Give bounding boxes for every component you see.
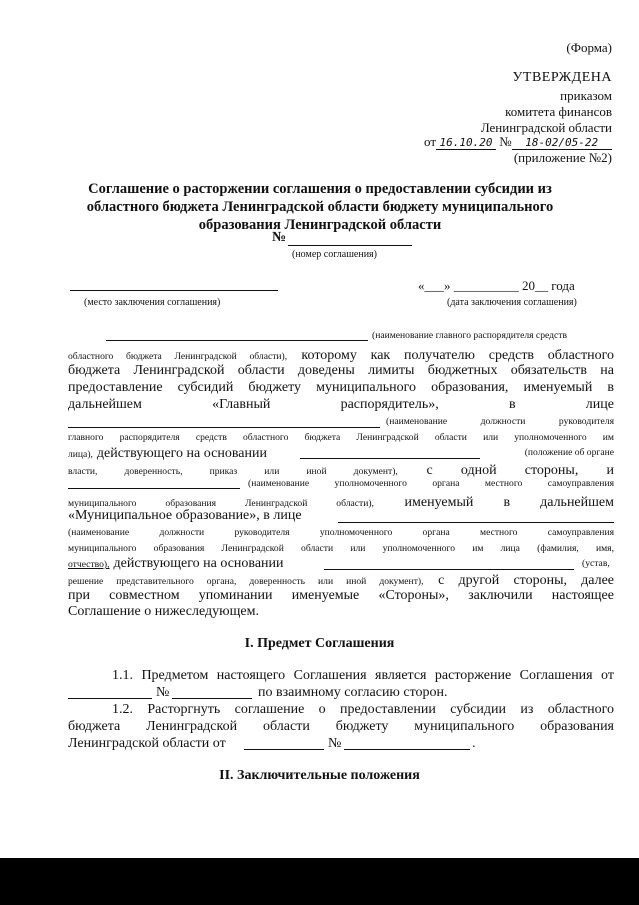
body-line-9: власти, доверенность, приказ или иной документ), с одной стороны, и [68,463,614,478]
body-line-5: дальнейшем «Главный распорядитель», в лице [68,397,614,412]
date-blank: «___» __________ 20__ года [418,278,575,293]
clause-1-2-end: . [472,736,476,751]
place-line [70,290,278,291]
body-line-2: областного бюджета Ленинградской области), которому как получателю средств областного [68,348,614,363]
clause-1-1-date-line [68,698,152,699]
title-line-3: образования Ленинградской области [198,217,442,233]
body-line-11: муниципального образования Ленинградской области), именуемый в дальнейшем [68,495,614,510]
body-line-12: «Муниципальное образование», в лице [68,508,302,523]
body-line-10: (наименование уполномоченного органа местного самоуправления [248,478,614,489]
document-title [60,180,580,234]
agreement-number-line [288,245,412,246]
body-line-1: (наименование главного распорядителя средств [372,330,567,341]
blank-line-2 [68,427,380,428]
body-line-16: решение представительного органа, доверенность или иной документ), с другой стороны, далее [68,573,614,588]
committee-label: комитета финансов [505,104,612,119]
body-line-15-b: (устав, [582,558,610,569]
section-1-heading: I. Предмет Соглашения [244,636,395,651]
title-line-1: Соглашение о расторжении соглашения о предоставлении субсидии из [88,181,552,197]
body-line-18: Соглашение о нижеследующем. [68,604,259,619]
title-line-2: областного бюджета Ленинградской области бюджету муниципального [86,199,554,215]
order-date-handwritten: 16.10.20 [436,136,496,150]
clause-1-2-number-line [344,749,470,750]
clause-1-1-line-2: по взаимному согласию сторон. [258,685,448,700]
blank-line-1 [106,340,368,341]
order-number-sign: № [499,134,512,149]
approved-label: УТВЕРЖДЕНА [512,70,612,85]
body-line-4: предоставление субсидий бюджету муниципального образования, именуемый в [68,380,614,395]
clause-1-2-line-3: Ленинградской области от [68,736,226,751]
clause-1-1-number-sign: № [156,685,170,700]
order-number-handwritten: 18-02/05-22 [512,136,612,150]
order-date-row [424,134,612,150]
date-prefix: от [424,134,437,149]
place-caption: (место заключения соглашения) [84,297,221,308]
blank-line-6 [324,569,574,570]
blank-line-5 [338,522,614,523]
body-line-17: при совместном упоминании именуемые «Стороны», заключили настоящее [68,588,614,603]
body-line-6: (наименование должности руководителя [386,416,614,427]
clause-1-2-date-line [244,749,324,750]
clause-1-2-line-2: бюджета Ленинградской области бюджету муниципального образования [68,719,614,734]
clause-1-2-number-sign: № [328,736,342,751]
clause-1-1-line-1: 1.1. Предметом настоящего Соглашения является расторжение Соглашения от [112,668,614,683]
clause-1-2-line-1: 1.2. Расторгнуть соглашение о предоставлении субсидии из областного [112,702,614,717]
region-label: Ленинградской области [480,120,612,135]
blank-line-3 [300,458,480,459]
agreement-number-caption: (номер соглашения) [292,249,377,260]
body-line-8: лица), действующего на основании [68,446,267,461]
body-line-3: бюджета Ленинградской области доведены лимиты бюджетных обязательств на [68,363,614,378]
form-label: (Форма) [566,40,612,55]
blank-line-4 [68,488,240,489]
body-line-14: муниципального образования Ленинградской области или уполномоченного им лица (фамилия, имя, [68,543,614,554]
body-line-13: (наименование должности руководителя уполномоченного органа местного самоуправления [68,527,614,538]
body-line-7: главного распорядителя средств областного бюджета Ленинградской области или уполномоченного им [68,432,614,443]
scan-black-bar [0,858,639,905]
body-line-8-b: (положение об органе [524,447,614,458]
appendix-label: (приложение №2) [513,150,612,165]
agreement-number-sign: № [272,230,287,245]
section-2-heading: II. Заключительные положения [219,768,420,783]
by-order-label: приказом [560,88,612,103]
body-line-15: отчество), действующего на основании [68,556,284,571]
date-caption: (дата заключения соглашения) [447,297,577,308]
clause-1-1-number-line [172,698,252,699]
